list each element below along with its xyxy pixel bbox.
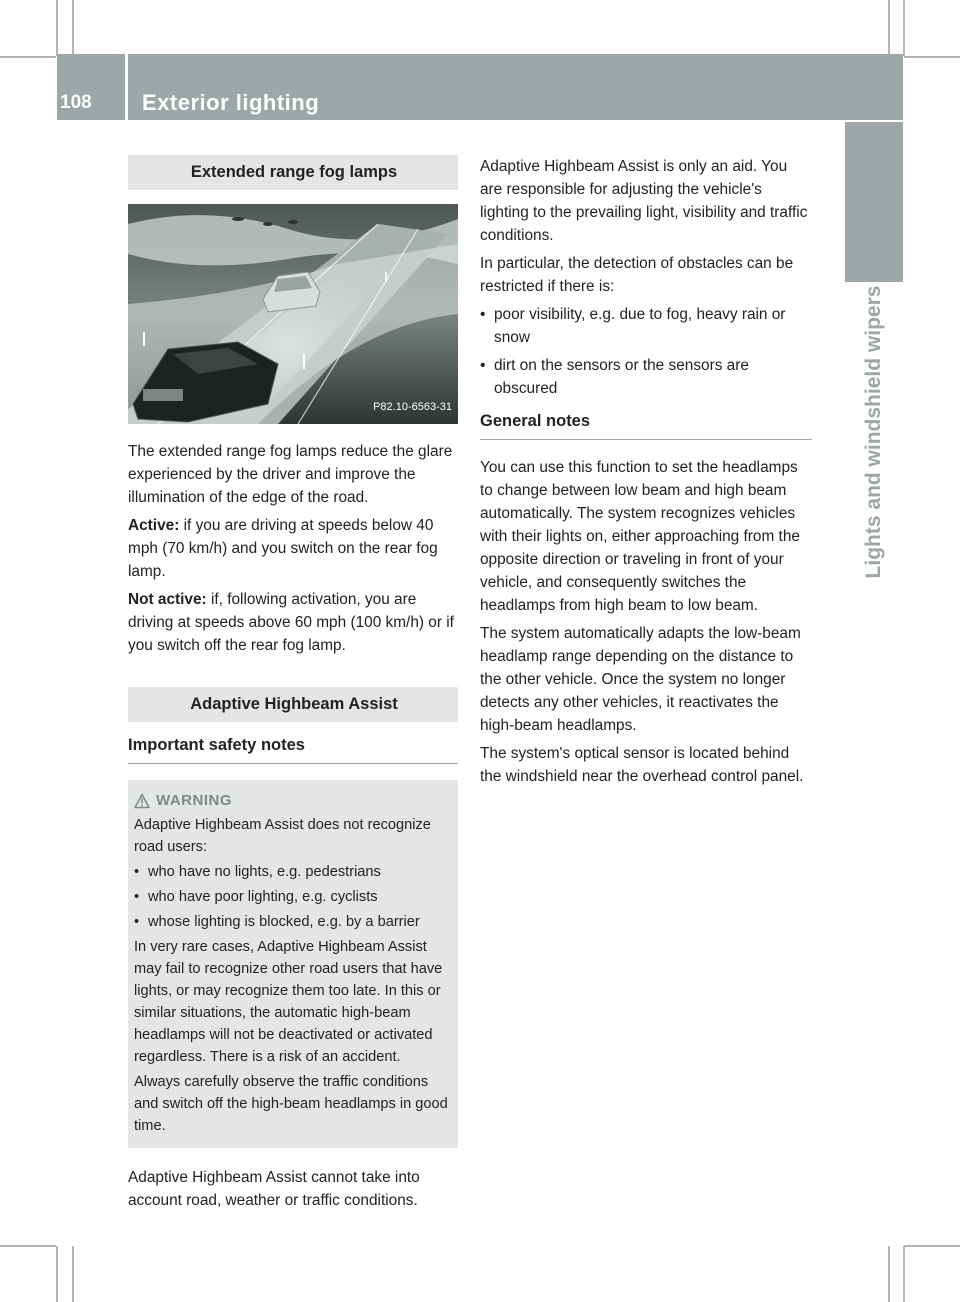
crop-mark bbox=[888, 1246, 890, 1302]
active-text: if you are driving at speeds below 40 mph (70 km/h) and you switch on the rear fog lamp. bbox=[128, 517, 438, 580]
safety-notes-heading: Important safety notes bbox=[128, 734, 458, 764]
restriction-bullet: • dirt on the sensors or the sensors are obscured bbox=[480, 354, 812, 400]
figure-code: P82.10-6563-31 bbox=[373, 401, 452, 413]
warning-title: WARNING bbox=[156, 792, 232, 809]
not-active-label: Not active: bbox=[128, 591, 207, 608]
side-tab-marker bbox=[845, 122, 903, 282]
warning-triangle-icon bbox=[134, 793, 150, 809]
general-paragraph: You can use this function to set the headlamps to change between low beam and high beam automatically. The system recognizes vehicles with their lights on, either approaching from the opposite direction or traveling in front of your vehicle, and consequently switches the headlamps from high beam to low beam. bbox=[480, 459, 800, 614]
crop-mark bbox=[888, 0, 890, 56]
active-paragraph bbox=[128, 514, 458, 583]
aha-heading: Adaptive Highbeam Assist bbox=[128, 687, 458, 722]
crop-mark bbox=[56, 1246, 58, 1302]
restriction-bullet: • poor visibility, e.g. due to fog, heavy rain or snow bbox=[480, 303, 812, 349]
not-active-text: if, following activation, you are driving at speeds above 60 mph (100 km/h) or if you switch off the rear fog lamp. bbox=[128, 591, 454, 654]
crop-mark bbox=[904, 56, 960, 58]
header-divider bbox=[125, 54, 128, 120]
closing-paragraph: Adaptive Highbeam Assist cannot take into account road, weather or traffic conditions. bbox=[128, 1169, 420, 1209]
general-paragraph: The system's optical sensor is located behind the windshield near the overhead control panel. bbox=[480, 745, 804, 785]
warning-paragraph: Always carefully observe the traffic conditions and switch off the high-beam headlamps in good time. bbox=[134, 1074, 448, 1134]
crop-mark bbox=[56, 0, 58, 56]
fog-description: The extended range fog lamps reduce the glare experienced by the driver and improve the illumination of the edge of the road. bbox=[128, 443, 453, 506]
aid-paragraph: Adaptive Highbeam Assist is only an aid. You are responsible for adjusting the vehicle's lighting to the prevailing light, visibility and traffic conditions. bbox=[480, 158, 808, 244]
active-label: Active: bbox=[128, 517, 180, 534]
warning-header bbox=[134, 790, 450, 812]
fog-lamp-illustration bbox=[128, 204, 458, 424]
general-notes-heading: General notes bbox=[480, 410, 812, 440]
fog-lamps-heading: Extended range fog lamps bbox=[128, 155, 458, 190]
not-active-paragraph bbox=[128, 588, 458, 657]
crop-mark bbox=[0, 56, 56, 58]
warning-bullet: • whose lighting is blocked, e.g. by a barrier bbox=[134, 911, 450, 933]
warning-box bbox=[128, 780, 458, 1148]
side-tab-label: Lights and windshield wipers bbox=[862, 285, 885, 579]
crop-mark bbox=[72, 1246, 74, 1302]
page-number: 108 bbox=[60, 92, 92, 113]
warning-paragraph: In very rare cases, Adaptive Highbeam Assist may fail to recognize other road users that have lights, or may recognize them too late. In this or similar situations, the automatic high-beam headlamps will not be deactivated or activated regardless. There is a risk of an accident. bbox=[134, 939, 443, 1065]
crop-mark bbox=[0, 1245, 56, 1247]
warning-intro: Adaptive Highbeam Assist does not recognize road users: bbox=[134, 817, 431, 855]
right-column bbox=[480, 155, 812, 793]
crop-mark bbox=[903, 0, 905, 56]
warning-bullet: • who have no lights, e.g. pedestrians bbox=[134, 861, 450, 883]
general-paragraph: The system automatically adapts the low-beam headlamp range depending on the distance to the other vehicle. Once the system no longer detects any other vehicles, it reactivates the high-beam headlamps. bbox=[480, 625, 801, 734]
road-scene-image bbox=[128, 204, 458, 424]
warning-bullet: • who have poor lighting, e.g. cyclists bbox=[134, 886, 450, 908]
crop-mark bbox=[72, 0, 74, 56]
left-column bbox=[128, 155, 458, 1217]
crop-mark bbox=[904, 1245, 960, 1247]
restriction-paragraph: In particular, the detection of obstacles can be restricted if there is: bbox=[480, 255, 794, 295]
crop-mark bbox=[903, 1246, 905, 1302]
section-title: Exterior lighting bbox=[142, 90, 320, 115]
